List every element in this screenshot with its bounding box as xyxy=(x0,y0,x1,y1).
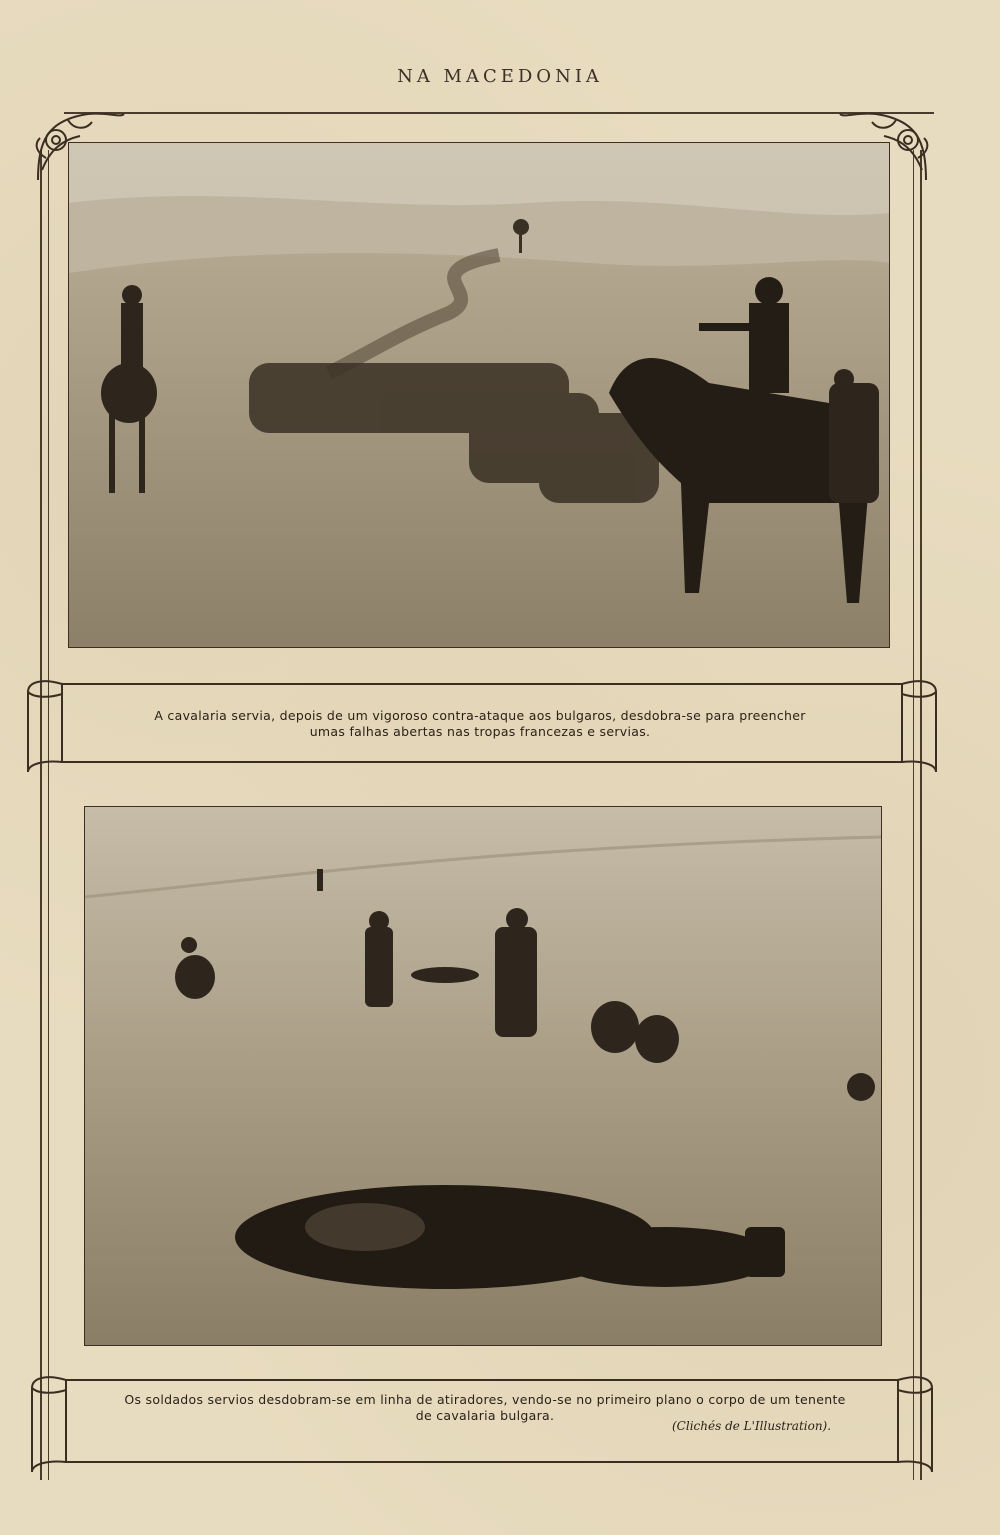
photo-credit: (Clichés de L'Illustration). xyxy=(672,1419,832,1433)
photo-cavalry-image xyxy=(69,143,889,647)
frame-left-line xyxy=(40,150,42,1480)
caption-1 xyxy=(70,708,890,740)
caption-2-line-2: de cavalaria bulgara. xyxy=(415,1408,555,1423)
caption-2-line-1: Os soldados servios desdobram-se em linha de atiradores, vendo-se no primeiro plano o corpo de um tenente xyxy=(124,1392,846,1407)
caption-1-line-2: umas falhas abertas nas tropas francezas e servias. xyxy=(309,724,651,739)
frame-right-inner-line xyxy=(913,150,914,1480)
frame-left-inner-line xyxy=(48,150,49,1480)
photo-cavalry xyxy=(68,142,890,648)
caption-1-line-1: A cavalaria servia, depois de um vigoroso contra-ataque aos bulgaros, desdobra-se para preencher xyxy=(154,708,806,723)
frame-right-line xyxy=(920,150,922,1480)
photo-skirmish-image xyxy=(85,807,881,1345)
photo-skirmish xyxy=(84,806,882,1346)
page-headline: NA MACEDONIA xyxy=(397,66,603,87)
frame-top-line xyxy=(64,112,934,114)
